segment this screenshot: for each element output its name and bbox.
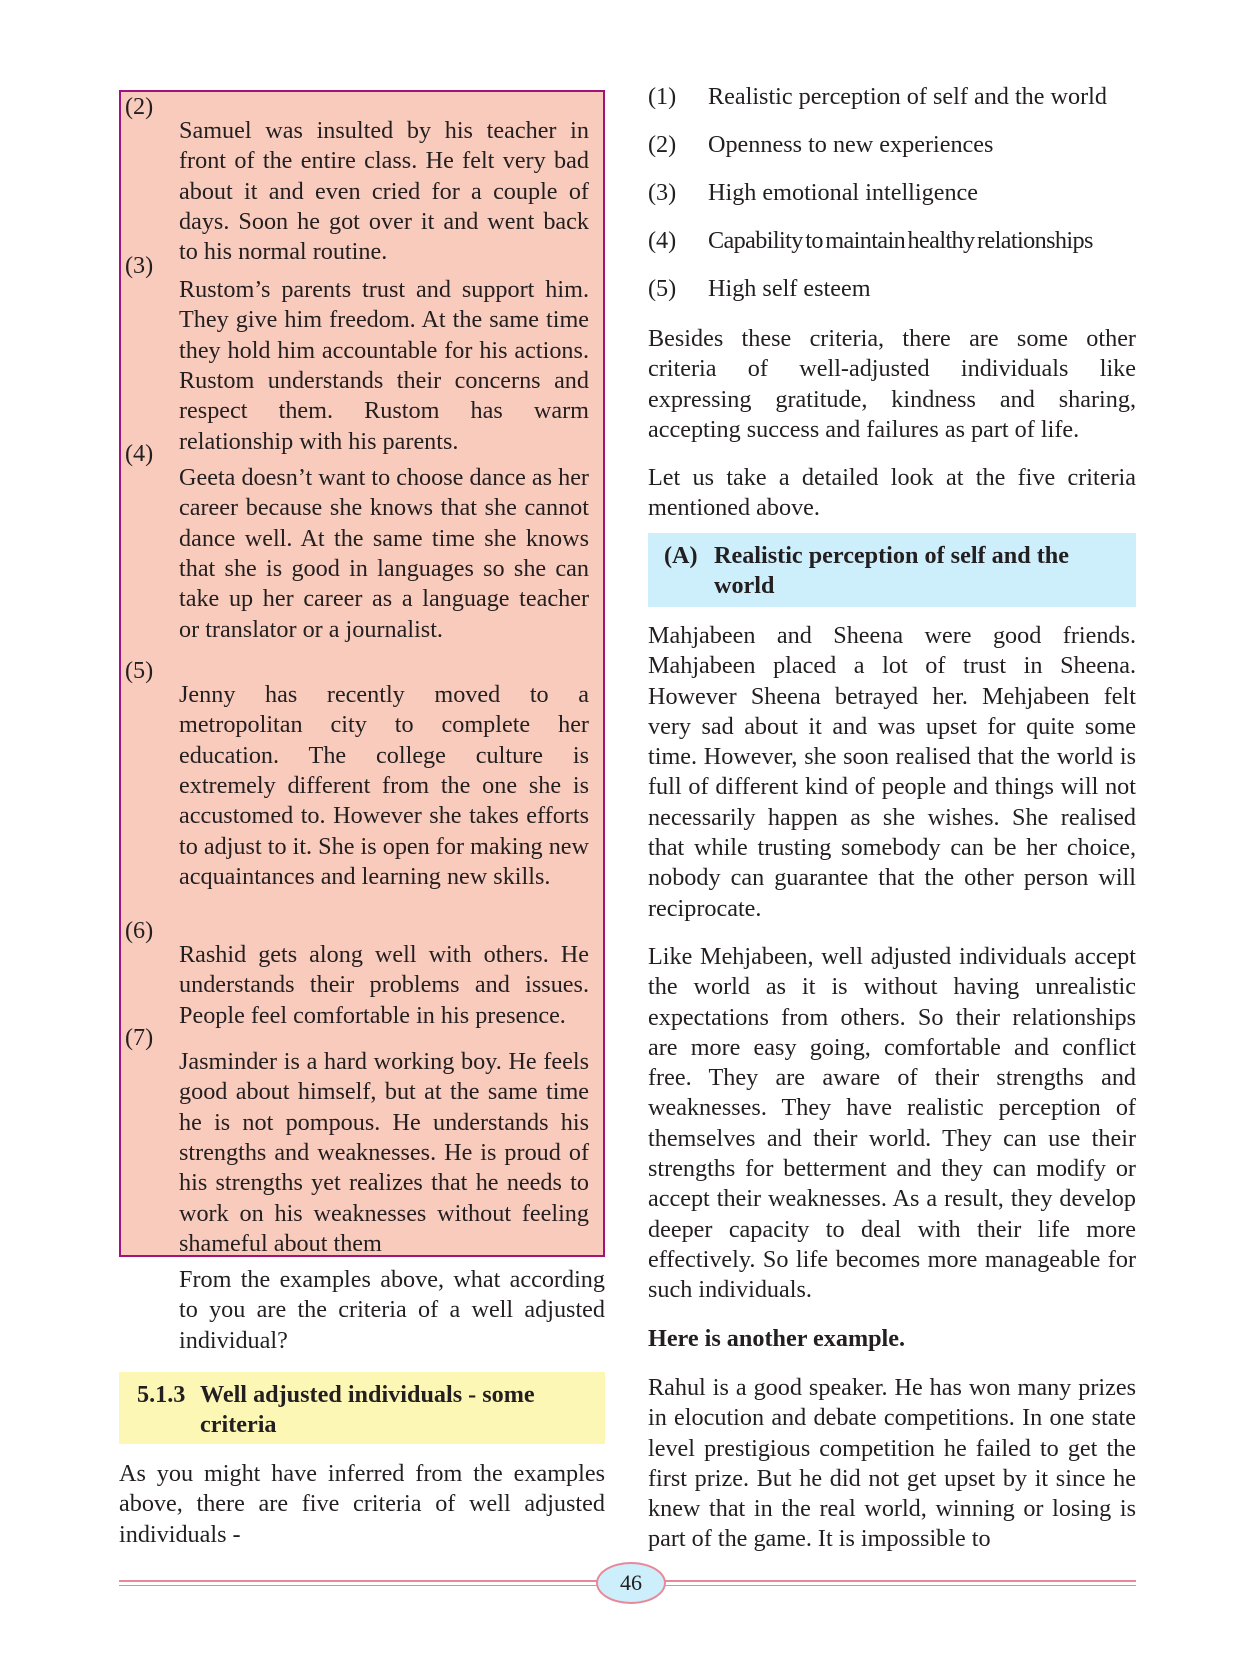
case-number: (3) [125, 252, 154, 279]
criteria-number: (3) [648, 179, 677, 206]
subsection-title: Realistic perception of self and the world [714, 542, 1069, 600]
case-item-5 [119, 656, 589, 916]
case-text: Jasminder is a hard working boy. He feels good about himself, but at the same time he is not pompous. He understands his strengths and weaknesses. He is proud of his strengths yet realizes that he needs to work on his weaknesses without feeling shameful about them [179, 1048, 589, 1257]
criteria-text: Openness to new experiences [708, 131, 994, 158]
besides-paragraph: Besides these criteria, there are some other criteria of well-adjusted individuals like expressing gratitude, kindness and sharing, accepting success and failures as part of life. [648, 325, 1136, 443]
section-title: Well adjusted individuals - some criteria [200, 1381, 535, 1439]
criteria-text: Realistic perception of self and the world [708, 83, 1107, 110]
mahjabeen-paragraph: Mahjabeen and Sheena were good friends. Mahjabeen placed a lot of trust in Sheena. However Sheena betrayed her. Mehjabeen felt very sad about it and was upset for quite some time. However, she soon realised that the world is full of different kind of people and things will not necessarily happen as she wishes. She realised that while trusting somebody can be her choice, nobody can guarantee that the other person will reciprocate. [648, 622, 1136, 922]
section-heading [119, 1372, 605, 1444]
another-example-heading: Here is another example. [648, 1325, 906, 1352]
case-text: Rustom’s parents trust and support him. They give him freedom. At the same time they hold him accountable for his actions. Rustom understands their concerns and respect them. Rustom has warm relationship with his parents. [179, 276, 589, 455]
like-mehjabeen-paragraph: Like Mehjabeen, well adjusted individuals accept the world as it is without having unrealistic expectations from others. So their relationships are more easy going, comfortable and conflict free. They are aware of their strengths and weaknesses. They have realistic perception of themselves and their world. They can use their strengths for betterment and they can modify or accept their weaknesses. As a result, they develop deeper capacity to deal with their life more effectively. So life becomes more manageable for such individuals. [648, 943, 1136, 1304]
subsection-heading [648, 533, 1136, 607]
section-number: 5.1.3 [137, 1381, 186, 1408]
case-number: (6) [125, 917, 154, 944]
criteria-intro-paragraph: As you might have inferred from the examples above, there are five criteria of well adjusted individuals - [119, 1460, 605, 1548]
rahul-paragraph: Rahul is a good speaker. He has won many prizes in elocution and debate competitions. In one state level prestigious competition he failed to get the first prize. But he did not get upset by it since he knew that in the real world, winning or losing is part of the game. It is impossible to [648, 1374, 1136, 1553]
criteria-text: High emotional intelligence [708, 179, 979, 206]
criteria-number: (2) [648, 131, 677, 158]
case-item-4 [119, 439, 589, 669]
subsection-number: (A) [664, 542, 698, 569]
case-text: Jenny has recently moved to a metropolitan city to complete her education. The college culture is extremely different from the one she is accustomed to. However she takes efforts to adjust to it. She is open for making new acquaintances and learning new skills. [179, 681, 589, 890]
case-text: Samuel was insulted by his teacher in front of the entire class. He felt very bad about it and even cried for a couple of days. Soon he got over it and went back to his normal routine. [179, 117, 589, 266]
case-text: Geeta doesn’t want to choose dance as her career because she knows that she cannot dance well. At the same time she knows that she is good in languages so she can take up her career as a language teacher or translator or a journalist. [179, 464, 589, 643]
criteria-text: High self esteem [708, 275, 871, 302]
detail-paragraph: Let us take a detailed look at the five criteria mentioned above. [648, 464, 1136, 522]
page-number: 46 [596, 1562, 666, 1604]
case-item-7 [119, 1023, 589, 1283]
case-number: (2) [125, 93, 154, 120]
criteria-text: Capability to maintain healthy relationships [708, 227, 1093, 254]
criteria-number: (4) [648, 227, 677, 254]
case-number: (7) [125, 1024, 154, 1051]
criteria-number: (1) [648, 83, 677, 110]
reflection-question: From the examples above, what according to you are the criteria of a well adjusted individual? [179, 1266, 605, 1354]
criteria-number: (5) [648, 275, 677, 302]
case-number: (5) [125, 657, 154, 684]
case-number: (4) [125, 440, 154, 467]
case-text: Rashid gets along well with others. He understands their problems and issues. People feel comfortable in his presence. [179, 941, 589, 1029]
